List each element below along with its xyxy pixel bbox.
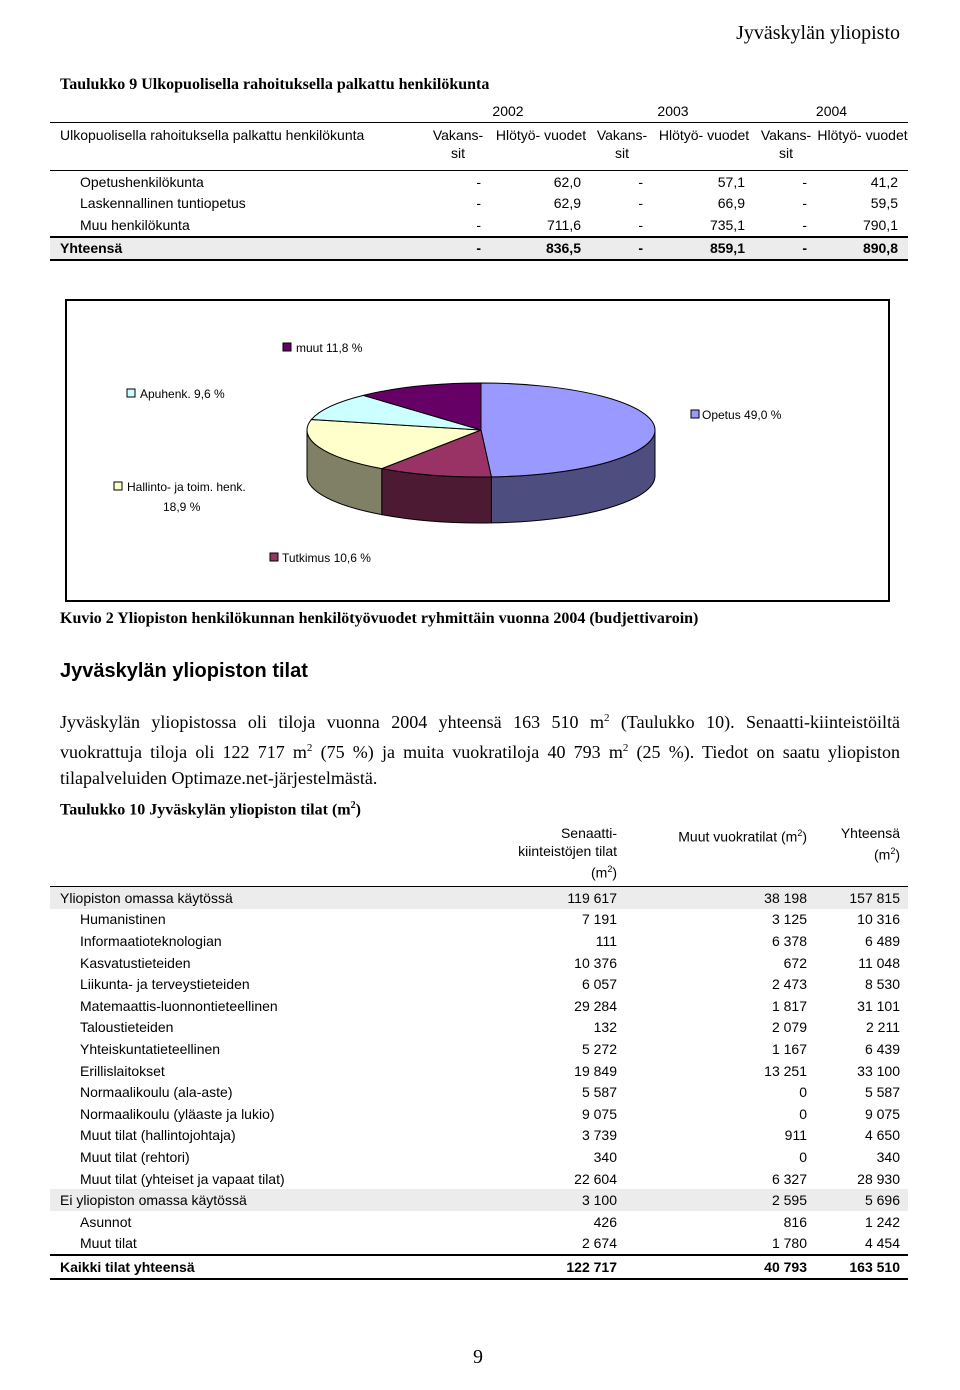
table10-cell: 672 <box>783 954 807 971</box>
table10 <box>50 822 908 1280</box>
legend-swatch <box>691 410 699 418</box>
table9-cell: - <box>591 237 653 261</box>
table10-cell: 3 100 <box>425 1189 625 1211</box>
table10-cell: 10 316 <box>857 911 900 928</box>
table10-row-label: Yliopiston omassa käytössä <box>50 887 425 909</box>
table10-cell: 11 048 <box>858 954 900 971</box>
pie-chart-frame <box>65 299 890 602</box>
table9-header-row <box>50 123 908 171</box>
pie-label: Opetus 49,0 % <box>702 408 782 422</box>
table10-cell: 6 378 <box>771 932 807 949</box>
table9-row-label: Opetushenkilökunta <box>80 173 204 190</box>
legend-swatch <box>283 343 291 351</box>
pie-label: Tutkimus 10,6 % <box>282 551 371 565</box>
table10-cell: 911 <box>784 1127 807 1144</box>
table10-cell: 4 454 <box>864 1235 900 1252</box>
table10-cell: 33 100 <box>857 1062 900 1079</box>
table10-cell: 122 717 <box>425 1255 625 1279</box>
table9-col-header: Vakans- sit <box>425 123 491 171</box>
table10-row <box>50 1060 908 1082</box>
table10-cell: 340 <box>593 1148 617 1165</box>
table10-row <box>50 1038 908 1060</box>
table10-cell: 3 125 <box>771 911 807 928</box>
table10-row-label: Yhteiskuntatieteellinen <box>80 1040 221 1057</box>
table10-cell: 132 <box>593 1019 617 1036</box>
section-title: Jyväskylän yliopiston tilat <box>60 660 308 682</box>
table10-row-label: Muut tilat (hallintojohtaja) <box>80 1127 236 1144</box>
table10-cell: 340 <box>876 1148 900 1165</box>
table10-cell: 426 <box>593 1213 617 1230</box>
table10-row <box>50 973 908 995</box>
table10-cell: 28 930 <box>857 1170 900 1187</box>
table10-group-row <box>50 1189 908 1211</box>
table10-cell: 5 587 <box>864 1084 900 1101</box>
table9-cell: 836,5 <box>491 237 591 261</box>
table10-row <box>50 909 908 931</box>
table10-cell: 5 272 <box>581 1040 617 1057</box>
table10-corner <box>50 822 425 887</box>
table10-row-label: Matemaattis-luonnontieteellinen <box>80 997 278 1014</box>
pie-label: muut 11,8 % <box>296 341 363 355</box>
table10-cell: 1 167 <box>771 1040 807 1057</box>
table10-row-label: Muut tilat <box>80 1235 137 1252</box>
table9-cell: - <box>802 195 807 212</box>
table9-cell: 859,1 <box>653 237 755 261</box>
table10-cell: 19 849 <box>574 1062 617 1079</box>
table10-row-label: Kasvatustieteiden <box>80 954 191 971</box>
table10-row-label: Taloustieteiden <box>80 1019 174 1036</box>
table10-row <box>50 995 908 1017</box>
table9-total-row <box>50 237 908 261</box>
table10-cell: 7 191 <box>581 911 617 928</box>
table9-cell: 62,9 <box>553 195 581 212</box>
table9-cell: 59,5 <box>870 195 898 212</box>
table10-cell: 1 817 <box>771 997 807 1014</box>
table10-cell: 0 <box>799 1148 807 1165</box>
table9-row-label: Laskennallinen tuntiopetus <box>80 195 246 212</box>
table9-cell: 735,1 <box>709 216 745 233</box>
table9-cell: - <box>802 216 807 233</box>
table10-cell: 2 674 <box>581 1235 617 1252</box>
pie-chart <box>67 301 888 600</box>
table9 <box>50 100 908 261</box>
table10-cell: 6 327 <box>771 1170 807 1187</box>
table9-cell: 62,0 <box>553 173 581 190</box>
table10-group-row <box>50 887 908 909</box>
table10-row <box>50 1103 908 1125</box>
table10-row <box>50 1017 908 1039</box>
table10-cell: 38 198 <box>625 887 815 909</box>
table10-row <box>50 1211 908 1233</box>
table10-row <box>50 952 908 974</box>
table9-cell: - <box>476 195 481 212</box>
table10-cell: 1 242 <box>864 1213 900 1230</box>
table9-cell: - <box>802 173 807 190</box>
table10-row-label: Normaalikoulu (yläaste ja lukio) <box>80 1105 275 1122</box>
table9-row <box>50 171 908 193</box>
table10-cell: 9 075 <box>581 1105 617 1122</box>
table10-cell: 8 530 <box>864 976 900 993</box>
body-paragraph: Jyväskylän yliopistossa oli tiloja vuonna 2004 yhteensä 163 510 $m^2$ (Taulukko 10). Senaatti-kiinteistöiltä vuokrattuja tiloja oli 122 717 $m^2$ (75 %) ja muita vuokratiloja 40 793 $m^2$ (25 %). Tiedot on saatu yliopiston tilapalveluiden Optimaze.net-järjestelmästä. <box>60 712 900 788</box>
table9-col-header: Hlötyö- vuodet <box>653 123 755 171</box>
table9-row-header: Ulkopuolisella rahoituksella palkattu henkilökunta <box>50 123 425 171</box>
table10-cell: 31 101 <box>857 997 900 1014</box>
table10-row-label: Humanistinen <box>80 911 166 928</box>
table10-row <box>50 1081 908 1103</box>
table9-row-label: Muu henkilökunta <box>80 216 190 233</box>
table10-row-label: Informaatioteknologian <box>80 932 222 949</box>
page-number: 9 <box>473 1346 483 1368</box>
table10-cell: 119 617 <box>425 887 625 909</box>
pie-label: Hallinto- ja toim. henk. 18,9 % <box>127 480 246 514</box>
table10-row <box>50 1233 908 1256</box>
table10-row-label: Asunnot <box>80 1213 132 1230</box>
table9-cell: - <box>476 173 481 190</box>
table9-cell: 790,1 <box>862 216 898 233</box>
table10-cell: 4 650 <box>864 1127 900 1144</box>
table10-row-label: Ei yliopiston omassa käytössä <box>50 1189 425 1211</box>
legend-swatch <box>114 482 122 490</box>
table10-total-row <box>50 1255 908 1279</box>
table10-cell: 13 251 <box>764 1062 807 1079</box>
table10-cell: 5 696 <box>815 1189 908 1211</box>
table10-cell: 6 489 <box>864 932 900 949</box>
table10-row-label: Kaikki tilat yhteensä <box>50 1255 425 1279</box>
table10-cell: 2 473 <box>771 976 807 993</box>
table10-row <box>50 1125 908 1147</box>
table10-cell: 1 780 <box>771 1235 807 1252</box>
table10-caption: Taulukko 10 Jyväskylän yliopiston tilat $(m^2)$ <box>60 800 361 819</box>
table9-cell: - <box>638 216 643 233</box>
table10-cell: 3 739 <box>581 1127 617 1144</box>
table10-cell: 2 595 <box>625 1189 815 1211</box>
table10-cell: 111 <box>595 932 617 949</box>
page-header: Jyväskylän yliopisto <box>736 22 900 44</box>
table10-row-label: Liikunta- ja terveystieteiden <box>80 976 250 993</box>
table10-col-header-senaatti: Senaatti- kiinteistöjen tilat $(m^2)$ <box>425 822 625 887</box>
table9-year: 2003 <box>591 100 755 123</box>
table10-cell: 0 <box>799 1105 807 1122</box>
legend-swatch <box>270 553 278 561</box>
table9-cell: 57,1 <box>717 173 745 190</box>
table10-row <box>50 1168 908 1190</box>
table9-cell: 41,2 <box>870 173 898 190</box>
pie-label: Apuhenk. 9,6 % <box>140 387 225 401</box>
table9-cell: - <box>638 195 643 212</box>
table10-cell: 29 284 <box>574 997 617 1014</box>
table10-col-header-yhteensa: Yhteensä $(m^2)$ <box>815 822 908 887</box>
table9-col-header: Vakans- sit <box>755 123 817 171</box>
table10-cell: 816 <box>783 1213 807 1230</box>
table9-cell: - <box>638 173 643 190</box>
table9-col-header: Vakans- sit <box>591 123 653 171</box>
table10-row <box>50 930 908 952</box>
table10-cell: 5 587 <box>581 1084 617 1101</box>
table9-year: 2004 <box>755 100 908 123</box>
table9-year: 2002 <box>425 100 591 123</box>
table9-cell: - <box>755 237 817 261</box>
table10-cell: 6 057 <box>581 976 617 993</box>
table9-caption: Taulukko 9 Ulkopuolisella rahoituksella palkattu henkilökunta <box>60 76 490 93</box>
table10-cell: 163 510 <box>815 1255 908 1279</box>
table10-cell: 2 079 <box>771 1019 807 1036</box>
table9-row-label: Yhteensä <box>50 237 425 261</box>
table10-cell: 22 604 <box>574 1170 617 1187</box>
chart-caption: Kuvio 2 Yliopiston henkilökunnan henkilötyövuodet ryhmittäin vuonna 2004 (budjettivaroin) <box>60 610 699 627</box>
table9-cell: - <box>476 216 481 233</box>
table9-year-row <box>50 100 908 123</box>
table9-row <box>50 214 908 237</box>
table10-row-label: Muut tilat (rehtori) <box>80 1148 190 1165</box>
table10-cell: 0 <box>799 1084 807 1101</box>
table9-cell: - <box>425 237 491 261</box>
table10-cell: 40 793 <box>625 1255 815 1279</box>
table10-row-label: Erillislaitokset <box>80 1062 165 1079</box>
table10-row-label: Muut tilat (yhteiset ja vapaat tilat) <box>80 1170 285 1187</box>
table10-row <box>50 1146 908 1168</box>
table10-cell: 10 376 <box>574 954 617 971</box>
table9-row <box>50 193 908 215</box>
table10-header-row <box>50 822 908 887</box>
table10-row-label: Normaalikoulu (ala-aste) <box>80 1084 233 1101</box>
table10-cell: 157 815 <box>815 887 908 909</box>
table10-cell: 6 439 <box>864 1040 900 1057</box>
table10-col-header-muut: Muut vuokratilat $(m^2)$ <box>625 822 815 887</box>
table9-corner <box>50 100 425 123</box>
table9-col-header: Hlötyö- vuodet <box>491 123 591 171</box>
table9-cell: 711,6 <box>547 216 581 233</box>
table9-cell: 66,9 <box>717 195 745 212</box>
table10-cell: 9 075 <box>864 1105 900 1122</box>
table9-cell: 890,8 <box>817 237 908 261</box>
legend-swatch <box>127 389 135 397</box>
table9-col-header: Hlötyö- vuodet <box>817 123 908 171</box>
table10-cell: 2 211 <box>866 1019 900 1036</box>
